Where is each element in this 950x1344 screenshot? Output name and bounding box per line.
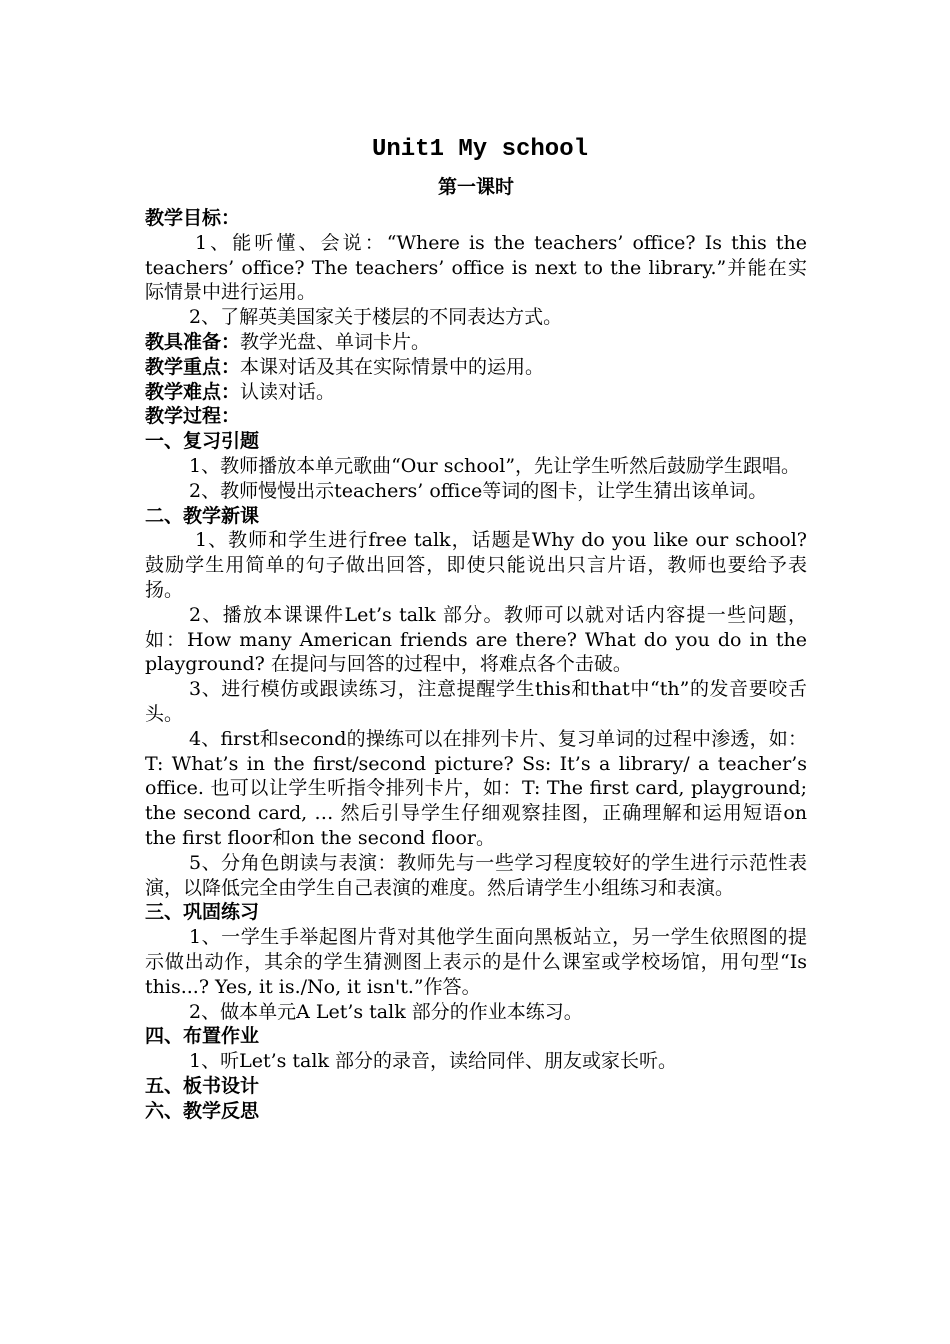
- field-value: 本课对话及其在实际情景中的运用。: [240, 355, 545, 378]
- list-item: 2、播放本课课件Let’s talk 部分。教师可以就对话内容提一些问题，如：How many American friends are there? What do you do in the playground? 在提问与回答的过程中，将难点各个击破。: [145, 603, 807, 676]
- field-label: 教具准备：: [145, 330, 241, 353]
- field-difficulties: [145, 380, 807, 405]
- list-item: 3、进行模仿或跟读练习，注意提醒学生this和that中“th”的发音要咬舌头。: [145, 678, 807, 725]
- field-label: 教学重点：: [145, 355, 241, 378]
- objectives-heading: 教学目标：: [145, 207, 241, 229]
- list-item: 1、教师播放本单元歌曲“Our school”，先让学生听然后鼓励学生跟唱。: [189, 454, 801, 477]
- section-heading-review: 一、复习引题: [145, 430, 260, 453]
- list-item: 1、教师和学生进行free talk，话题是Why do you like our school? 鼓励学生用简单的句子做出回答，即使只能说出只言片语，教师也要给予表扬。: [145, 529, 807, 601]
- field-value: 认读对话。: [240, 380, 336, 403]
- section-heading-reflection: 六、教学反思: [145, 1099, 260, 1122]
- list-item: 2、教师慢慢出示teachers’ office等词的图卡，让学生猜出该单词。: [189, 479, 768, 502]
- objective-item-1: 1、能听懂、会说：“Where is the teachers’ office? Is this the teachers’ office? The teachers’ office is next to the library.”并能在实际情景中进行运用。: [145, 231, 807, 304]
- list-item: 5、分角色朗读与表演：教师先与一些学习程度较好的学生进行示范性表演，以降低完全由学生自己表演的难度。然后请学生小组练习和表演。: [145, 851, 807, 899]
- section-heading-homework: 四、布置作业: [145, 1025, 260, 1048]
- section-heading-new-lesson: 二、教学新课: [145, 504, 260, 527]
- list-item: 2、做本单元A Let’s talk 部分的作业本练习。: [189, 1000, 583, 1023]
- lesson-subtitle: 第一课时: [437, 176, 514, 198]
- document-page: [145, 132, 807, 1123]
- document-title: Unit1 My school: [371, 136, 589, 163]
- section-heading-practice: 三、巩固练习: [145, 901, 260, 924]
- field-label: 教学难点：: [145, 380, 241, 403]
- objective-item-2: 2、了解英美国家关于楼层的不同表达方式。: [189, 306, 563, 329]
- list-item: 1、一学生手举起图片背对其他学生面向黑板站立，另一学生依照图的提示做出动作，其余的学生猜测图上表示的是什么课室或学校场馆，用句型“Is this...? Yes, it is./No, it isn't.”作答。: [145, 926, 807, 998]
- section-heading-board-design: 五、板书设计: [145, 1074, 260, 1097]
- field-teaching-aids: [145, 330, 807, 355]
- list-item: 1、听Let’s talk 部分的录音，读给同伴、朋友或家长听。: [189, 1050, 678, 1073]
- field-value: 教学光盘、单词卡片。: [240, 330, 431, 353]
- field-key-points: [145, 355, 807, 380]
- list-item: 4、first和second的操练可以在排列卡片、复习单词的过程中渗透，如：T: What’s in the first/second picture? Ss: It’s a library/ a teacher’s office. 也可以让学生听指令排列卡片，如：T: The first card, playground; the second card, … 然后引导学生仔细观察挂图，正确理解和运用短语on the first floor和on the second floor。: [145, 727, 807, 849]
- process-heading: 教学过程：: [145, 405, 241, 428]
